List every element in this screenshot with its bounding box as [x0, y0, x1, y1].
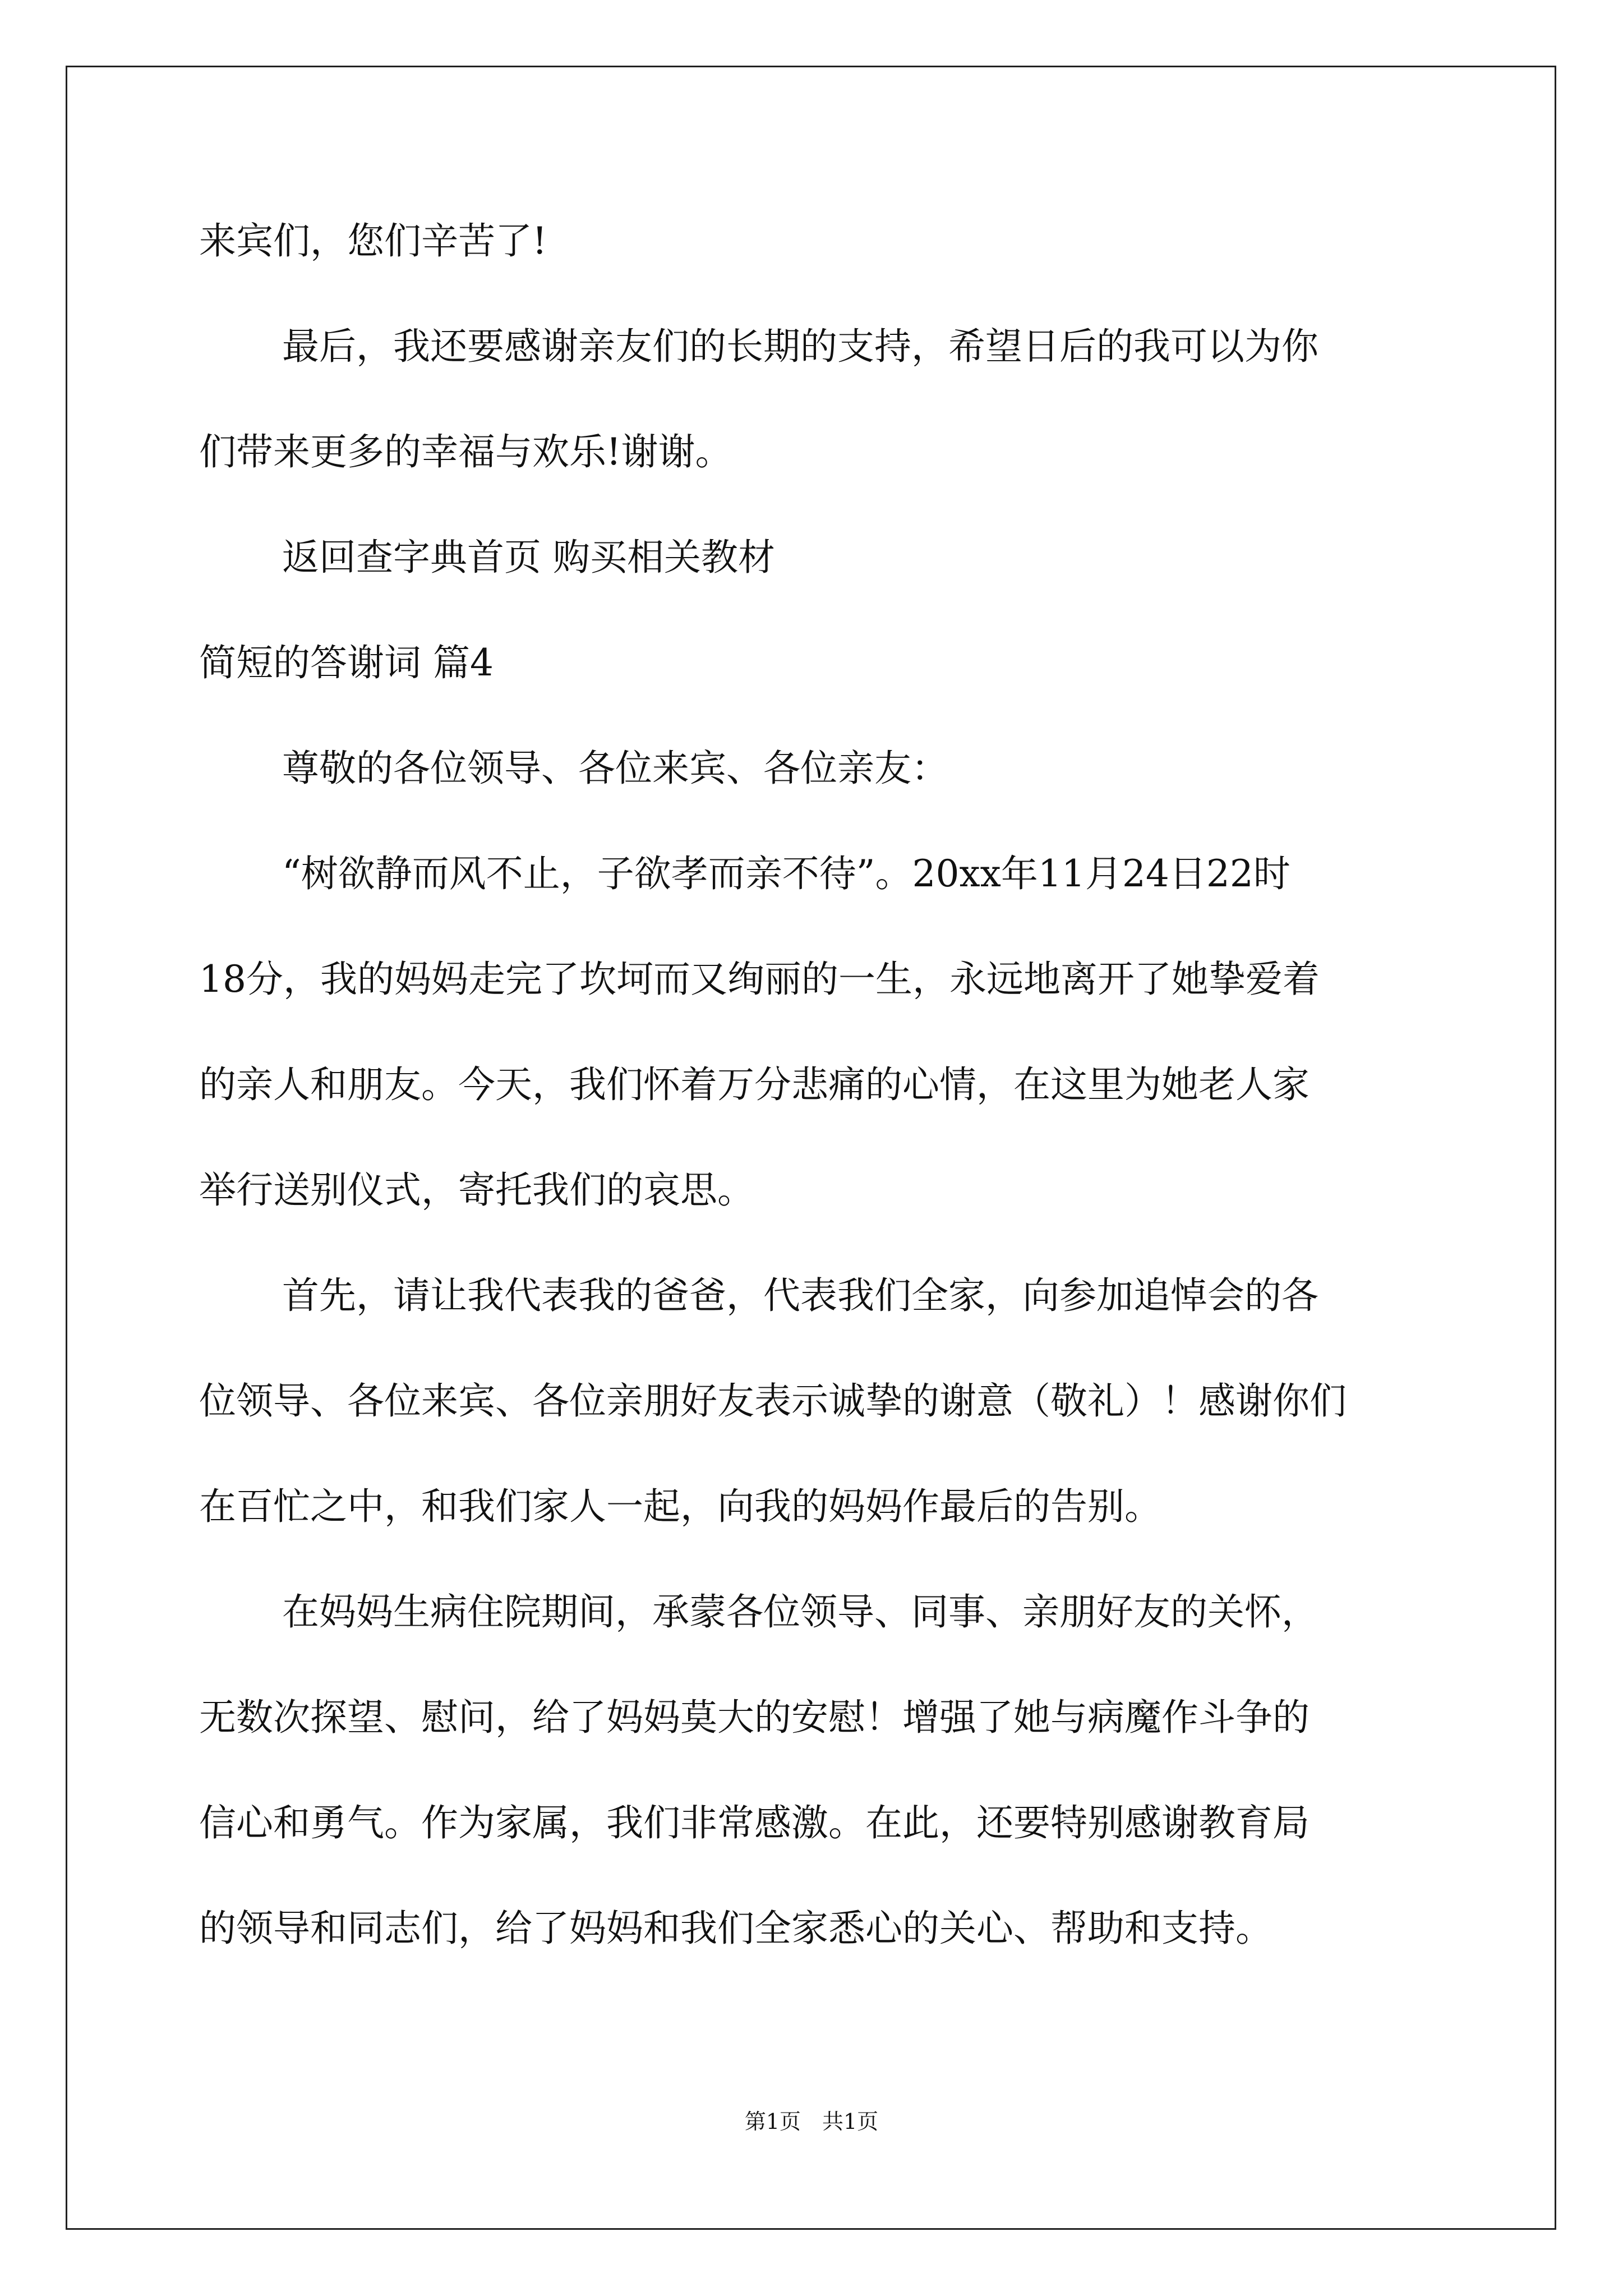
link-line[interactable]: 返回查字典首页 购买相关教材: [282, 536, 775, 579]
text-line: 的领导和同志们，给了妈妈和我们全家悉心的关心、帮助和支持。: [199, 1907, 1272, 1950]
text-line: 在百忙之中，和我们家人一起，向我的妈妈作最后的告别。: [199, 1485, 1161, 1528]
page-footer: 第1页 共1页: [744, 2109, 879, 2134]
paragraph-line: 最后，我还要感谢亲友们的长期的支持，希望日后的我可以为你: [282, 325, 1318, 368]
text-line: 的亲人和朋友。今天，我们怀着万分悲痛的心情，在这里为她老人家: [199, 1063, 1310, 1106]
text-line: 信心和勇气。作为家属，我们非常感激。在此，还要特别感谢教育局: [199, 1801, 1310, 1844]
text-line: 举行送别仪式，寄托我们的哀思。: [199, 1168, 754, 1212]
text-line: 来宾们，您们辛苦了!: [199, 219, 547, 263]
section-heading: 简短的答谢词 篇4: [199, 641, 494, 684]
paragraph-line: 首先，请让我代表我的爸爸，代表我们全家，向参加追悼会的各: [282, 1274, 1318, 1317]
paragraph-line: 在妈妈生病住院期间，承蒙各位领导、同事、亲朋好友的关怀，: [282, 1590, 1318, 1634]
text-line: 位领导、各位来宾、各位亲朋好友表示诚挚的谢意（敬礼）！感谢你们: [199, 1379, 1347, 1423]
paragraph-line: “树欲静而风不止，子欲孝而亲不待”。20xx年11月24日22时: [282, 852, 1290, 895]
text-line: 无数次探望、慰问，给了妈妈莫大的安慰！增强了她与病魔作斗争的: [199, 1696, 1310, 1739]
salutation-line: 尊敬的各位领导、各位来宾、各位亲友：: [282, 747, 948, 790]
text-line: 18分，我的妈妈走完了坎坷而又绚丽的一生，永远地离开了她挚爱着: [199, 958, 1320, 1001]
text-line: 们带来更多的幸福与欢乐!谢谢。: [199, 430, 732, 473]
